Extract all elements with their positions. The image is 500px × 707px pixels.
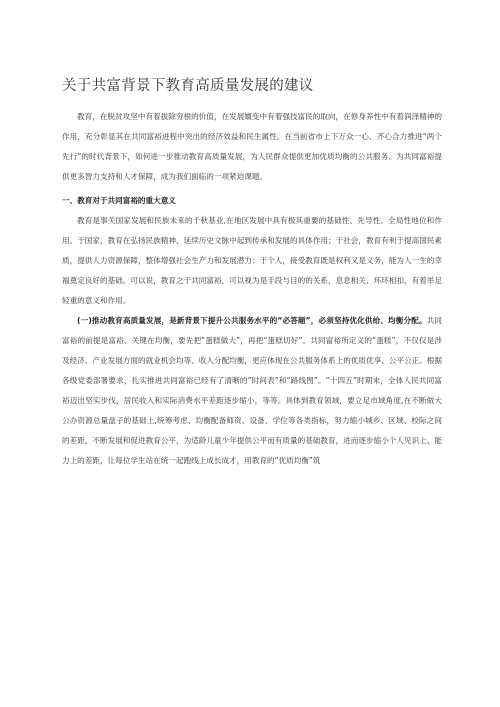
intro-paragraph: 教育，在脱贫攻坚中有着拔除穷根的价值，在发展嬗变中有着强技富民的取向，在修身养性中有着润泽精神的作用，充分彰显其在共同富裕进程中突出的经济效益和民生属性。在当前省市上下万众一心、齐心合力推进“两个先行”的时代背景下，如何进一步推动教育高质量发展，为人民群众提供更加优质均衡的公共服务、为共同富裕提供更多智力支持和人才保障，成为我们面临的一项紧迫课题。 xyxy=(62,112,442,181)
section-1-paragraph: 教育是事关国家发展和民族未来的千秋基业,在地区发展中具有极其重要的基础性、先导性、全局性地位和作用。于国家，教育在弘扬民族精神、延续历史文脉中起到传承和发展的具体作用；于社会，教育有利于提高国民素质，提供人力资源保障，整体增强社会生产力和发展潜力；于个人，接受教育既是权利又是义务，能为人一生的幸福奠定良好的基础。可以说，教育之于共同富裕，可以视为是手段与目的的关系，息息相关、环环相扣，有着举足轻重的意义和作用。 xyxy=(62,216,442,305)
document-title: 关于共富背景下教育高质量发展的建议 xyxy=(62,78,314,94)
section-1-heading: 一、教育对于共同富裕的重大意义 xyxy=(62,196,176,205)
subsection-1-body: 共同富裕的前提是富裕、关键在均衡，要先把“蛋糕做大”，再把“蛋糕切好”。共同富裕所定义的“蛋糕”，不仅仅是涉及经济、产业发展方面的就业机会均等、收入分配均衡，更应体现在公共服务体系上的优质优享、公平公正。根据各级党委部署要求，扎实推进共同富裕已经有了清晰的“时间表”和“路线图”。“十四五”时期末，全体人民共同富裕迈出坚实步伐，居民收入和实际消费水平差距逐步缩小，等等。具体到教育领域，要立足市域角度,在不断做大公办资源总量盘子的基础上,统筹考虑、均衡配备师资、设备、学位等各类指标，努力缩小城乡、区域、校际之间的差距，不断发展和促进教育公平，为适龄儿童少年提供公平而有质量的基础教育，进而逐步缩小个人见识上、能力上的差距，让每位学生站在统一起跑线上成长成才，用教育的“优质均衡”筑 xyxy=(62,316,443,465)
subsection-1-paragraph xyxy=(62,311,442,471)
subsection-1-lead: (一)推动教育高质量发展，是新背景下提升公共服务水平的“必答题”，必须坚持优化供给、均衡分配。 xyxy=(77,316,427,325)
document-content xyxy=(62,76,442,471)
